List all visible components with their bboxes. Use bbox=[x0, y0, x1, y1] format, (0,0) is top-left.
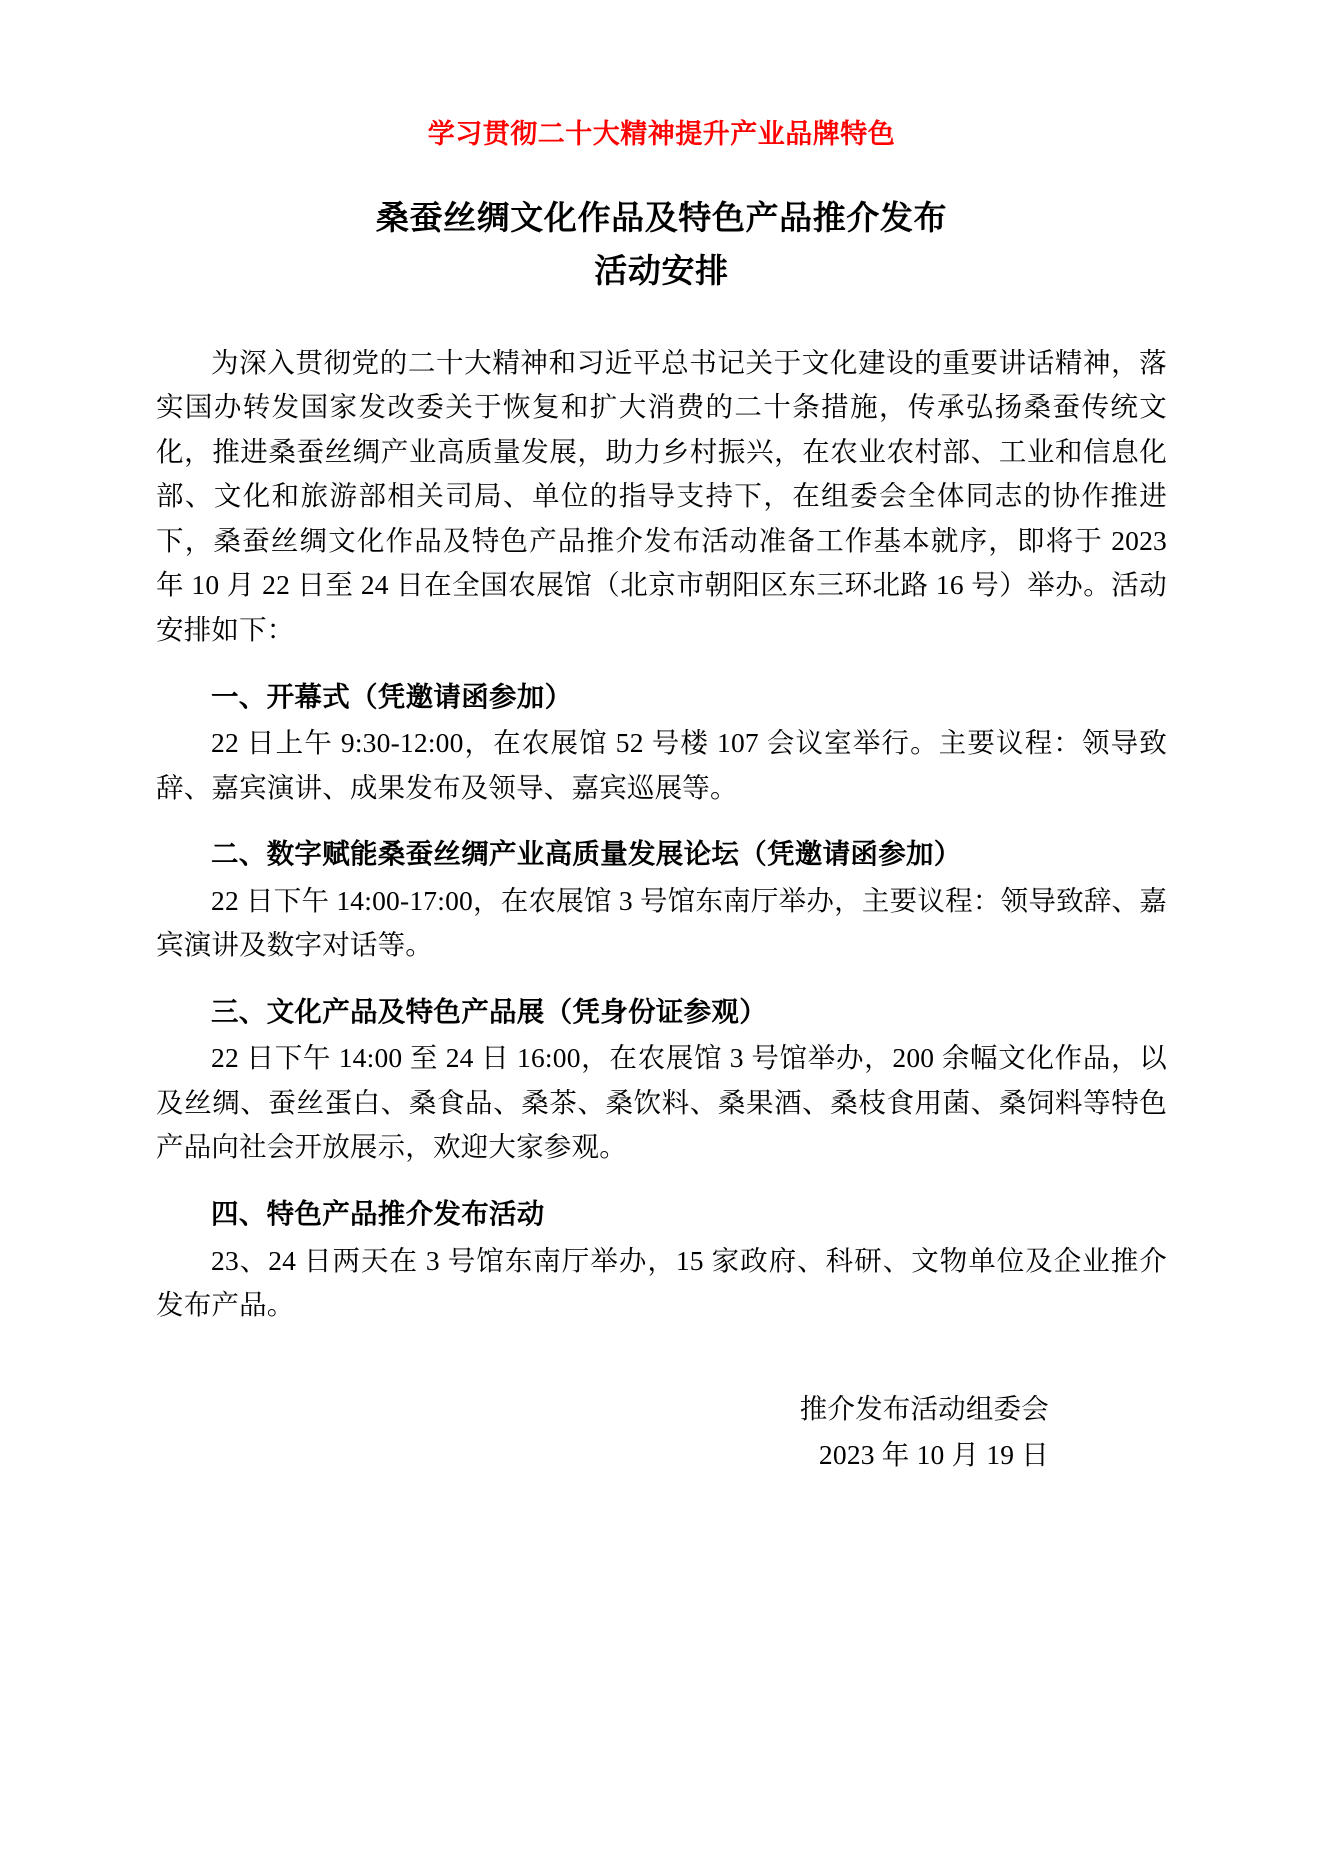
section-body-2: 22 日下午 14:00-17:00，在农展馆 3 号馆东南厅举办，主要议程：领导致辞、嘉宾演讲及数字对话等。 bbox=[156, 884, 1167, 961]
section-heading-1: 一、开幕式（凭邀请函参加） bbox=[211, 680, 573, 712]
signature-block bbox=[156, 1386, 1167, 1478]
section-body-1: 22 日上午 9:30-12:00，在农展馆 52 号楼 107 会议室举行。主要议程：领导致辞、嘉宾演讲、成果发布及领导、嘉宾巡展等。 bbox=[156, 727, 1167, 803]
section-heading-3: 三、文化产品及特色产品展（凭身份证参观） bbox=[211, 995, 767, 1027]
section-body-3: 22 日下午 14:00 至 24 日 16:00，在农展馆 3 号馆举办，200 余幅文化作品，以及丝绸、蚕丝蛋白、桑食品、桑茶、桑饮料、桑果酒、桑枝食用菌、桑饲料等特色产品向社会开放展示，欢迎大家参观。 bbox=[156, 1042, 1167, 1163]
banner-slogan: 学习贯彻二十大精神提升产业品牌特色 bbox=[427, 119, 896, 149]
section-heading-4: 四、特色产品推介发布活动 bbox=[211, 1197, 545, 1229]
section-heading-2: 二、数字赋能桑蚕丝绸产业高质量发展论坛（凭邀请函参加） bbox=[211, 838, 962, 870]
intro-paragraph: 为深入贯彻党的二十大精神和习近平总书记关于文化建设的重要讲话精神，落实国办转发国家发改委关于恢复和扩大消费的二十条措施，传承弘扬桑蚕传统文化，推进桑蚕丝绸产业高质量发展，助力乡村振兴，在农业农村部、工业和信息化部、文化和旅游部相关司局、单位的指导支持下，在组委会全体同志的协作推进下，桑蚕丝绸文化作品及特色产品推介发布活动准备工作基本就序，即将于 2023 年 10 月 22 日至 24 日在全国农展馆（北京市朝阳区东三环北路 16 号）举办。活动安排如下： bbox=[156, 346, 1167, 645]
section-body-4: 23、24 日两天在 3 号馆东南厅举办，15 家政府、科研、文物单位及企业推介发布产品。 bbox=[156, 1244, 1167, 1321]
signature-date: 2023 年 10 月 19 日 bbox=[818, 1438, 1049, 1470]
page-title-line-1: 桑蚕丝绸文化作品及特色产品推介发布 bbox=[375, 199, 948, 237]
document-body bbox=[156, 341, 1167, 1328]
page-title bbox=[156, 192, 1167, 296]
page-title-line-2: 活动安排 bbox=[594, 251, 729, 289]
signature-organization: 推介发布活动组委会 bbox=[799, 1392, 1049, 1424]
